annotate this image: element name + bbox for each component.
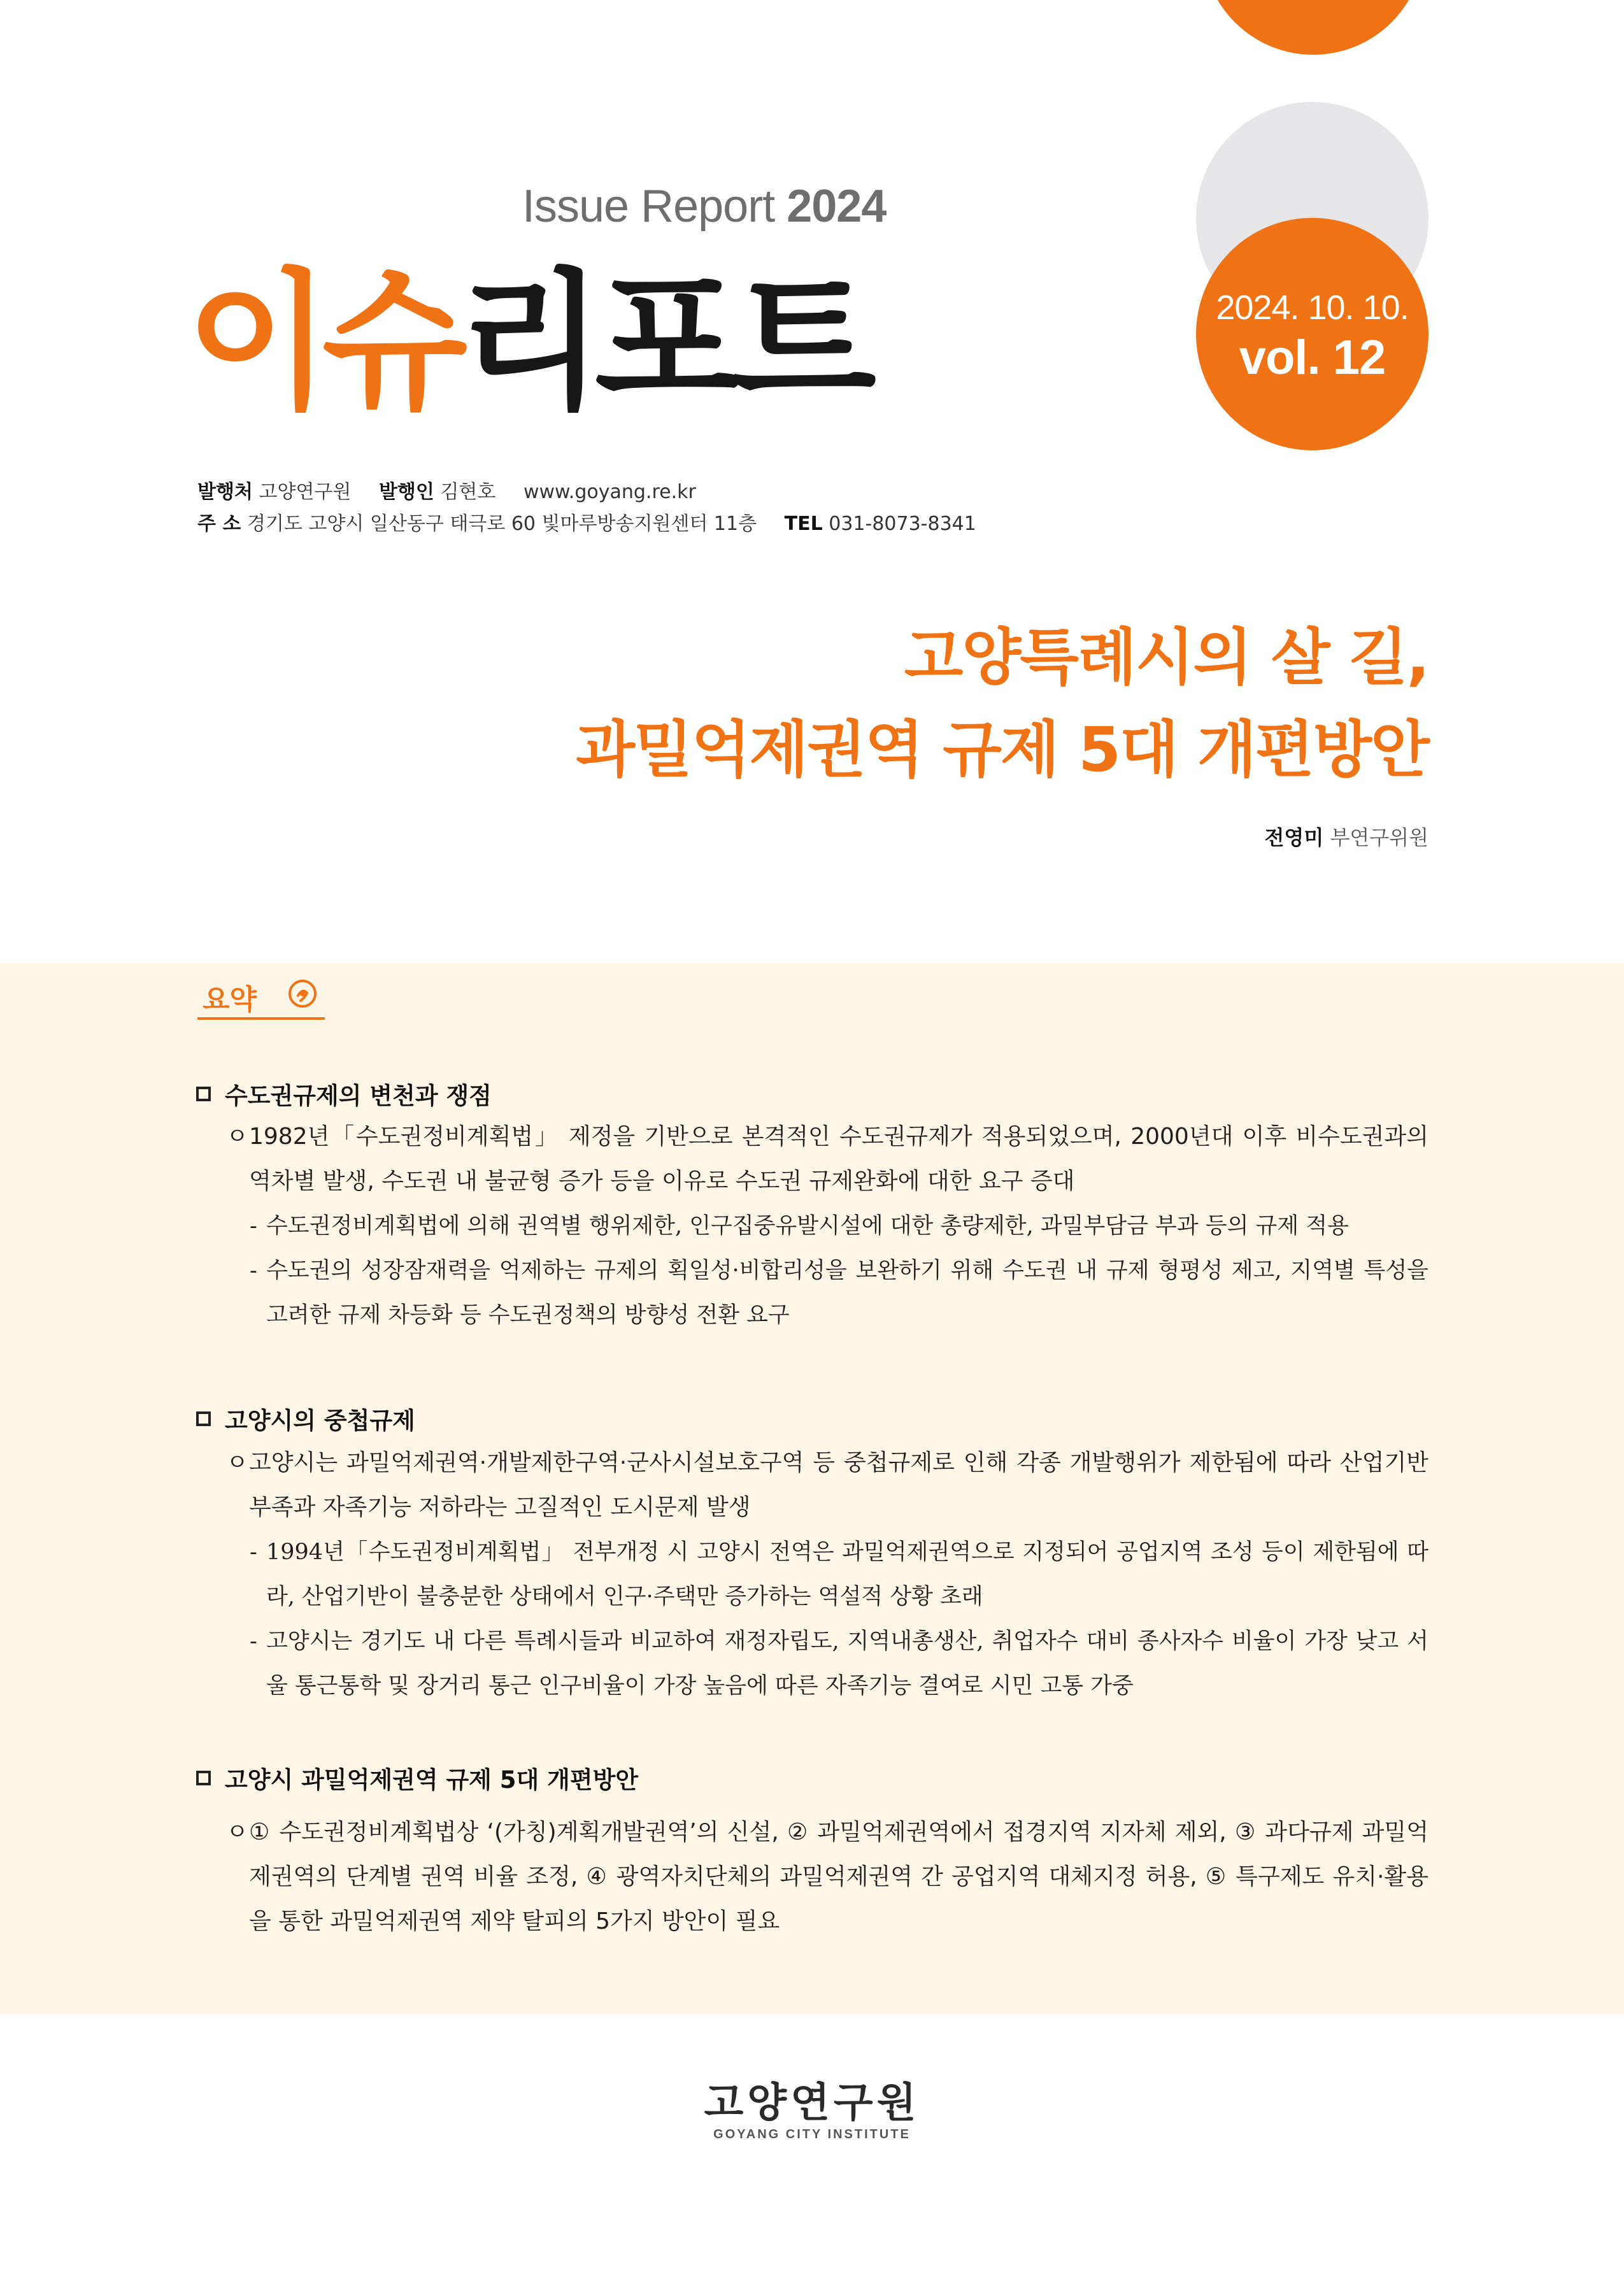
publisher-line bbox=[197, 476, 696, 504]
website-link[interactable]: www.goyang.re.kr bbox=[523, 481, 696, 503]
section-heading bbox=[196, 1761, 638, 1795]
issue-date: 2024. 10. 10. bbox=[1216, 289, 1409, 327]
decorative-circle-top bbox=[1202, 0, 1424, 55]
circle-bullet-icon: ㅇ bbox=[226, 1450, 248, 1476]
tel-number: 031-8073-8341 bbox=[829, 513, 976, 535]
summary-label: 요약 bbox=[203, 983, 257, 1016]
section-heading bbox=[196, 1076, 492, 1111]
square-bullet-icon bbox=[196, 1087, 211, 1101]
summary-bullet-text: 고양시는 과밀억제권역·개발제한구역·군사시설보호구역 등 중첩규제로 인해 각종 개발행위가 제한됨에 따라 산업기반 부족과 자족기능 저하라는 고질적인 도시문제 발생 bbox=[249, 1450, 1428, 1520]
footer-org-name: 고양연구원 bbox=[704, 2080, 920, 2127]
section-heading-text: 수도권규제의 변천과 쟁점 bbox=[225, 1082, 492, 1110]
publisher-label: 발행처 bbox=[197, 481, 253, 503]
summary-sub-bullet-text: 수도권의 성장잠재력을 억제하는 규제의 획일성·비합리성을 보완하기 위해 수도권 내 규제 형평성 제고, 지역별 특성을 고려한 규제 차등화 등 수도권정책의 방향성 전환 요구 bbox=[266, 1258, 1428, 1328]
report-title-line2: 과밀억제권역 규제 5대 개편방안 bbox=[576, 714, 1428, 785]
summary-sub-bullet-text: 1994년「수도권정비계획법」 전부개정 시 고양시 전역은 과밀억제권역으로 지정되어 공업지역 조성 등이 제한됨에 따라, 산업기반이 불충분한 상태에서 인구·주택만 증가하는 역설적 상황 초래 bbox=[266, 1539, 1428, 1610]
square-bullet-icon bbox=[196, 1771, 211, 1785]
summary-bullet-text: 1982년「수도권정비계획법」 제정을 기반으로 본격적인 수도권규제가 적용되었으며, 2000년대 이후 비수도권과의 역차별 발생, 수도권 내 불균형 증가 등을 이유로 수도권 규제완화에 대한 요구 증대 bbox=[249, 1124, 1428, 1194]
series-title-ko-part2: 리포트 bbox=[458, 255, 867, 430]
address-line bbox=[197, 508, 976, 536]
series-title-en-year: 2024 bbox=[787, 181, 887, 232]
dash-marker: - bbox=[250, 1629, 257, 1654]
report-title-line1: 고양특례시의 살 길, bbox=[904, 622, 1428, 693]
summary-sub-bullet-text: 고양시는 경기도 내 다른 특례시들과 비교하여 재정자립도, 지역내총생산, 취업자수 대비 종사자수 비율이 가장 낮고 서울 통근통학 및 장거리 통근 인구비율이 가장 높음에 따른 자족기능 결여로 시민 고통 가중 bbox=[266, 1629, 1428, 1699]
summary-bullet-text: ① 수도권정비계획법상 ‘(가칭)계획개발권역’의 신설, ② 과밀억제권역에서 접경지역 지자체 제외, ③ 과다규제 과밀억제권역의 단계별 권역 비율 조정, ④ 광역자치단체의 과밀억제권역 간 공업지역 대체지정 허용, ⑤ 특구제도 유치·활용을 통한 과밀억제권역 제약 탈피의 5가지 방안이 필요 bbox=[249, 1819, 1428, 1934]
speaker-icon bbox=[285, 976, 320, 1011]
section-heading-text: 고양시 과밀억제권역 규제 5대 개편방안 bbox=[225, 1766, 639, 1794]
tel-label: TEL bbox=[784, 513, 823, 535]
section-heading bbox=[196, 1401, 415, 1436]
dash-marker: - bbox=[250, 1539, 257, 1565]
summary-bullet bbox=[226, 1115, 1428, 1204]
issuer-label: 발행인 bbox=[378, 481, 434, 503]
author-name: 전영미 bbox=[1264, 825, 1324, 850]
publisher-name: 고양연구원 bbox=[259, 481, 352, 503]
report-title bbox=[576, 611, 1428, 796]
summary-bullet bbox=[226, 1810, 1428, 1944]
summary-sub-bullet bbox=[250, 1204, 1428, 1248]
series-title-en bbox=[522, 180, 886, 232]
circle-bullet-icon: ㅇ bbox=[226, 1124, 248, 1150]
series-title-en-prefix: Issue Report bbox=[522, 181, 775, 232]
issuer-name: 김현호 bbox=[440, 481, 496, 503]
address-text: 경기도 고양시 일산동구 태극로 60 빛마루방송지원센터 11층 bbox=[246, 513, 757, 535]
summary-sub-bullet bbox=[250, 1530, 1428, 1619]
circle-bullet-icon: ㅇ bbox=[226, 1819, 248, 1845]
author-role: 부연구위원 bbox=[1330, 825, 1428, 850]
summary-sub-bullet-text: 수도권정비계획법에 의해 권역별 행위제한, 인구집중유발시설에 대한 총량제한, 과밀부담금 부과 등의 규제 적용 bbox=[266, 1213, 1349, 1239]
dash-marker: - bbox=[250, 1258, 257, 1283]
footer-org-name-en: GOYANG CITY INSTITUTE bbox=[713, 2127, 911, 2141]
summary-bullet bbox=[226, 1441, 1428, 1530]
section-heading-text: 고양시의 중첩규제 bbox=[225, 1407, 415, 1434]
series-title-ko-part1: 이슈 bbox=[186, 255, 459, 430]
summary-underline bbox=[197, 1017, 325, 1020]
summary-sub-bullet bbox=[250, 1248, 1428, 1338]
square-bullet-icon bbox=[196, 1411, 211, 1426]
author bbox=[1265, 822, 1428, 851]
issue-volume: vol. 12 bbox=[1239, 331, 1386, 385]
address-label: 주 소 bbox=[197, 513, 241, 535]
summary-sub-bullet bbox=[250, 1619, 1428, 1708]
series-title-ko bbox=[186, 255, 867, 430]
dash-marker: - bbox=[250, 1213, 257, 1239]
